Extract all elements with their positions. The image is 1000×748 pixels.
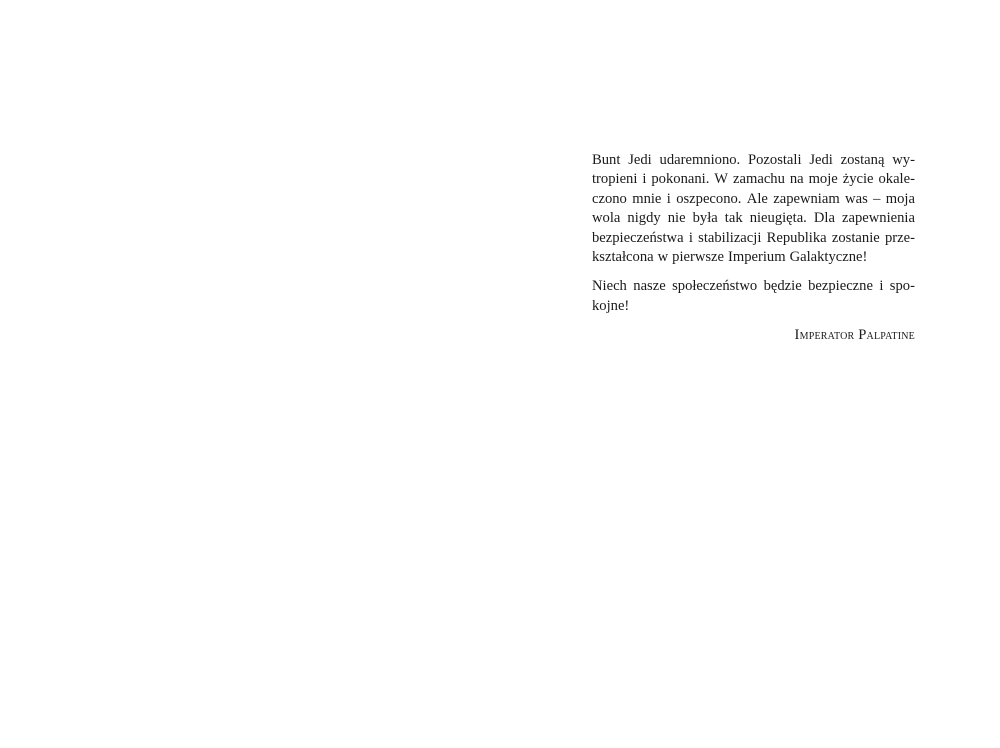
- word: zostaną: [840, 152, 885, 168]
- word: bezpieczeństwa: [592, 229, 684, 246]
- word: mnie: [632, 190, 662, 207]
- word: i: [666, 190, 671, 207]
- signature: Imperator Palpatine: [794, 327, 915, 344]
- word: i: [642, 171, 647, 188]
- word: moja: [885, 190, 915, 207]
- word: nasze: [633, 278, 666, 295]
- word: Jedi: [809, 152, 833, 168]
- word: nigdy: [627, 210, 661, 227]
- paragraph: [592, 277, 915, 316]
- word: wy-: [892, 152, 915, 168]
- word: Republika: [766, 229, 827, 246]
- word: zostanie: [831, 229, 880, 246]
- word: kształcona: [592, 249, 654, 266]
- word: –: [873, 190, 881, 207]
- word: Dla: [813, 210, 835, 227]
- text-line: [592, 170, 915, 189]
- word: tak: [724, 210, 743, 227]
- word: zamachu: [733, 171, 785, 188]
- word: Niech: [592, 278, 627, 295]
- word: i: [688, 229, 693, 246]
- word: Pozostali: [748, 152, 802, 168]
- word: stabilizacji: [698, 229, 762, 246]
- word: będzie: [763, 278, 802, 295]
- word: tropieni: [592, 171, 638, 188]
- text-line: [592, 151, 915, 170]
- word: i: [879, 278, 884, 295]
- word: Ale: [746, 190, 768, 207]
- word: pierwsze: [672, 249, 725, 266]
- word: pokonani.: [651, 171, 710, 188]
- word: czono: [592, 190, 627, 207]
- word: moje: [808, 171, 838, 188]
- word: prze-: [885, 229, 915, 246]
- word: udaremniono.: [659, 152, 741, 168]
- proclamation-text: [592, 151, 915, 346]
- paragraph: [592, 151, 915, 267]
- text-line: [592, 209, 915, 228]
- word: Imperium: [728, 249, 786, 266]
- word: na: [789, 171, 804, 188]
- word: zapewnienia: [842, 210, 915, 227]
- word: Bunt: [592, 152, 621, 168]
- text-line: [592, 277, 915, 296]
- word: była: [692, 210, 718, 227]
- word: zapewniam: [773, 190, 840, 207]
- word: Galaktyczne!: [789, 249, 868, 266]
- word: kojne!: [592, 297, 630, 314]
- word: życie: [842, 171, 874, 188]
- word: bezpieczne: [808, 278, 873, 295]
- word: W: [714, 171, 729, 188]
- text-line: [592, 248, 915, 267]
- word: spo-: [889, 278, 915, 295]
- word: społeczeństwo: [672, 278, 758, 295]
- word: was: [845, 190, 868, 207]
- text-line: [592, 229, 915, 248]
- word: w: [657, 249, 669, 266]
- word: Jedi: [628, 152, 652, 168]
- right-page: [500, 0, 1000, 748]
- word: oszpecono.: [676, 190, 742, 207]
- word: nie: [667, 210, 686, 227]
- word: okale-: [878, 171, 915, 188]
- text-line: [592, 190, 915, 209]
- word: nieugięta.: [749, 210, 807, 227]
- word: wola: [592, 210, 621, 227]
- text-line: [592, 297, 915, 316]
